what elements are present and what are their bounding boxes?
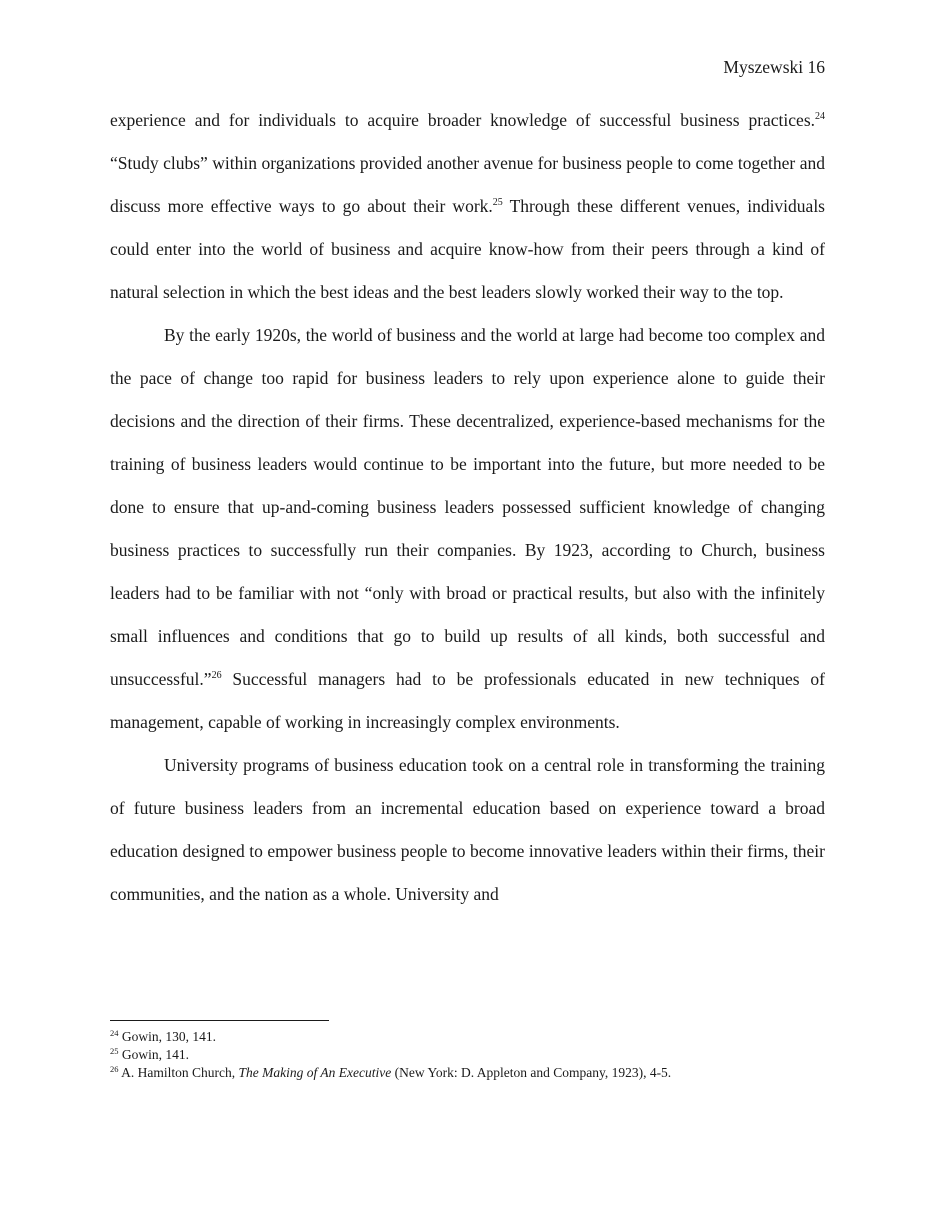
paragraph-text: “Study clubs” within organizations provided another avenue for business people to come together and discuss more effective ways to go about their work. xyxy=(110,153,825,216)
footnote-ref: 26 xyxy=(211,670,222,681)
footnote-text: Gowin, 141. xyxy=(118,1047,189,1062)
running-head: Myszewski 16 xyxy=(723,57,825,77)
footnote-number: 26 xyxy=(110,1064,119,1074)
paragraph-text: University programs of business education took on a central role in transforming the training of future business leaders from an incremental education based on experience toward a broad education designed to empower business people to become innovative leaders within their firms, their communities, and the nation as a whole. University and xyxy=(110,755,825,904)
footnote-ref: 25 xyxy=(492,197,503,208)
paragraph-text: Successful managers had to be professionals educated in new techniques of management, capable of working in increasingly complex environments. xyxy=(110,669,825,732)
paragraph-1 xyxy=(110,99,825,314)
footnote-text: A. Hamilton Church, xyxy=(118,1065,239,1080)
paragraph-text: By the early 1920s, the world of business and the world at large had become too complex and the pace of change too rapid for business leaders to rely upon experience alone to guide their decisions and the direction of their firms. These decentralized, experience-based mechanisms for the training of business leaders would continue to be important into the future, but more needed to be done to ensure that up-and-coming business leaders possessed sufficient knowledge of changing business practices to successfully run their companies. By 1923, according to Church, business leaders had to be familiar with not “only with broad or practical results, but also with the infinitely small influences and conditions that go to build up results of all kinds, both successful and unsuccessful.” xyxy=(110,325,825,689)
footnote-number: 25 xyxy=(110,1046,119,1056)
paragraph-3 xyxy=(110,744,825,916)
footnote-26 xyxy=(110,1064,825,1082)
paragraph-text: experience and for individuals to acquire broader knowledge of successful business practices. xyxy=(110,110,815,130)
footnote-24 xyxy=(110,1028,825,1046)
footnote-separator xyxy=(110,1020,329,1021)
body-text xyxy=(110,99,825,916)
footnote-number: 24 xyxy=(110,1028,119,1038)
footnotes xyxy=(110,1028,825,1082)
footnote-25 xyxy=(110,1046,825,1064)
footnote-text: (New York: D. Appleton and Company, 1923), 4-5. xyxy=(391,1065,672,1080)
paragraph-2 xyxy=(110,314,825,744)
footnote-ref: 24 xyxy=(815,111,825,122)
footnote-text: Gowin, 130, 141. xyxy=(118,1029,216,1044)
paragraph-text: Through these different venues, individuals could enter into the world of business and acquire know-how from their peers through a kind of natural selection in which the best ideas and the best leaders slowly worked their way to the top. xyxy=(110,196,825,302)
book-title: The Making of An Executive xyxy=(238,1065,392,1080)
